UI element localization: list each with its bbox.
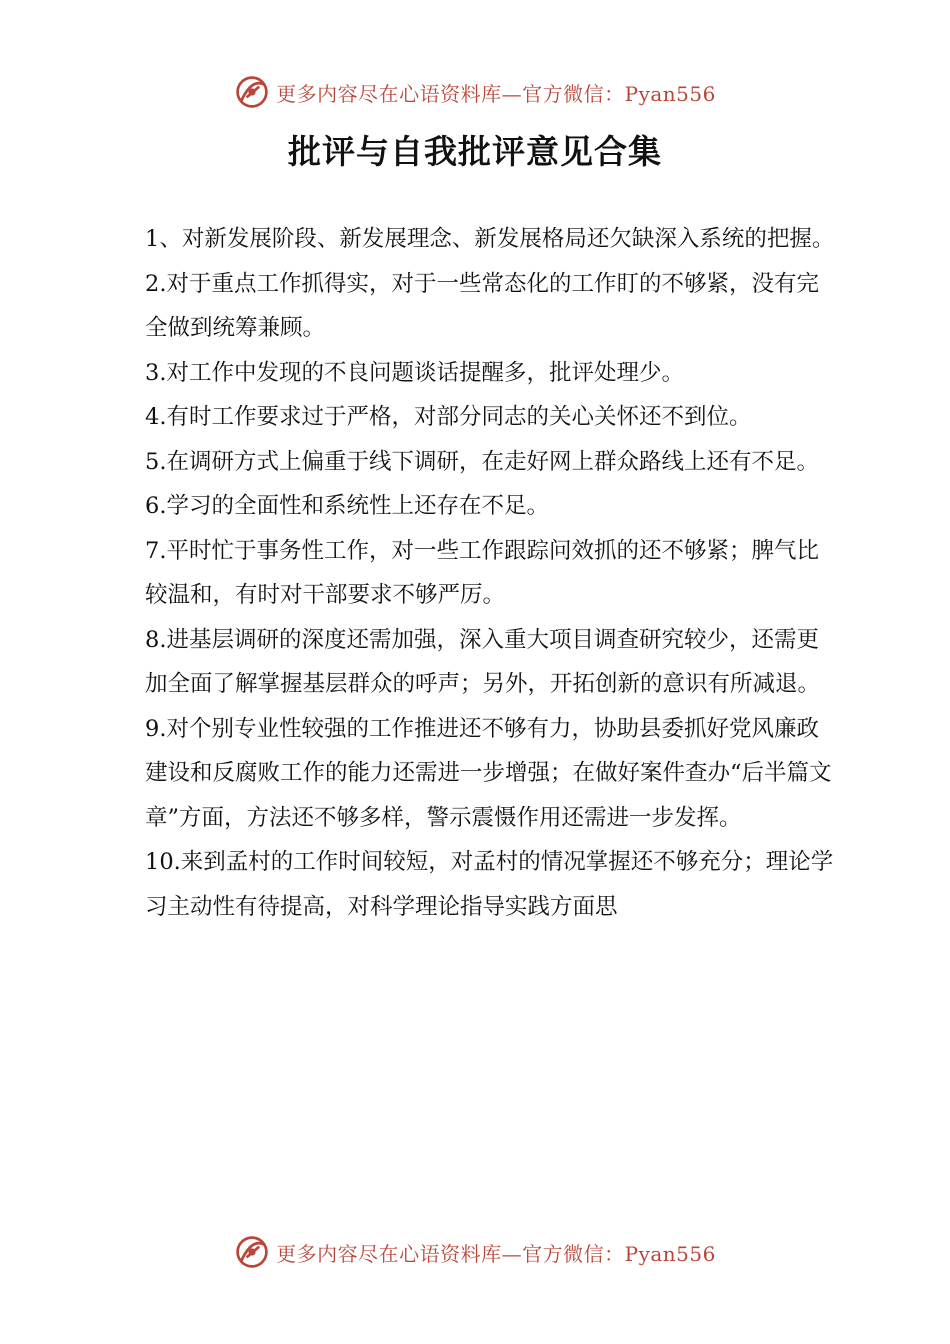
list-item: 1、对新发展阶段、新发展理念、新发展格局还欠缺深入系统的把握。 xyxy=(145,226,835,252)
list-item: 6.学习的全面性和系统性上还存在不足。 xyxy=(145,493,549,519)
list-item: 8.进基层调研的深度还需加强，深入重大项目调查研究较少，还需更加全面了解掌握基层群众的呼声；另外，开拓创新的意识有所减退。 xyxy=(145,626,821,697)
watermark-text: 更多内容尽在心语资料库—官方微信：Pyan556 xyxy=(276,1241,716,1266)
list-item: 5.在调研方式上偏重于线下调研，在走好网上群众路线上还有不足。 xyxy=(145,448,819,475)
watermark-text: 更多内容尽在心语资料库—官方微信：Pyan556 xyxy=(276,81,716,106)
document-title: 批评与自我批评意见合集 xyxy=(288,132,662,171)
list-item: 3.对工作中发现的不良问题谈话提醒多，批评处理少。 xyxy=(145,359,684,386)
footer-watermark xyxy=(0,1230,950,1274)
list-item: 2.对于重点工作抓得实，对于一些常态化的工作盯的不够紧，没有完全做到统筹兼顾。 xyxy=(145,270,819,341)
watermark-brand xyxy=(234,74,716,110)
list-item: 4.有时工作要求过于严格，对部分同志的关心关怀还不到位。 xyxy=(145,404,752,430)
document-body xyxy=(145,217,835,929)
watermark-brand xyxy=(234,1234,716,1270)
list-item: 10.来到孟村的工作时间较短，对孟村的情况掌握还不够充分；理论学习主动性有待提高，对科学理论指导实践方面思 xyxy=(145,849,834,920)
header-watermark xyxy=(0,70,950,114)
brand-logo-icon xyxy=(234,74,270,110)
brand-logo-icon xyxy=(234,1234,270,1270)
list-item: 7.平时忙于事务性工作，对一些工作跟踪问效抓的还不够紧；脾气比较温和，有时对干部要求不够严厉。 xyxy=(145,537,819,608)
list-item: 9.对个别专业性较强的工作推进还不够有力，协助县委抓好党风廉政建设和反腐败工作的能力还需进一步增强；在做好案件查办“后半篇文章”方面，方法还不够多样，警示震慑作用还需进一步发挥。 xyxy=(145,715,832,831)
